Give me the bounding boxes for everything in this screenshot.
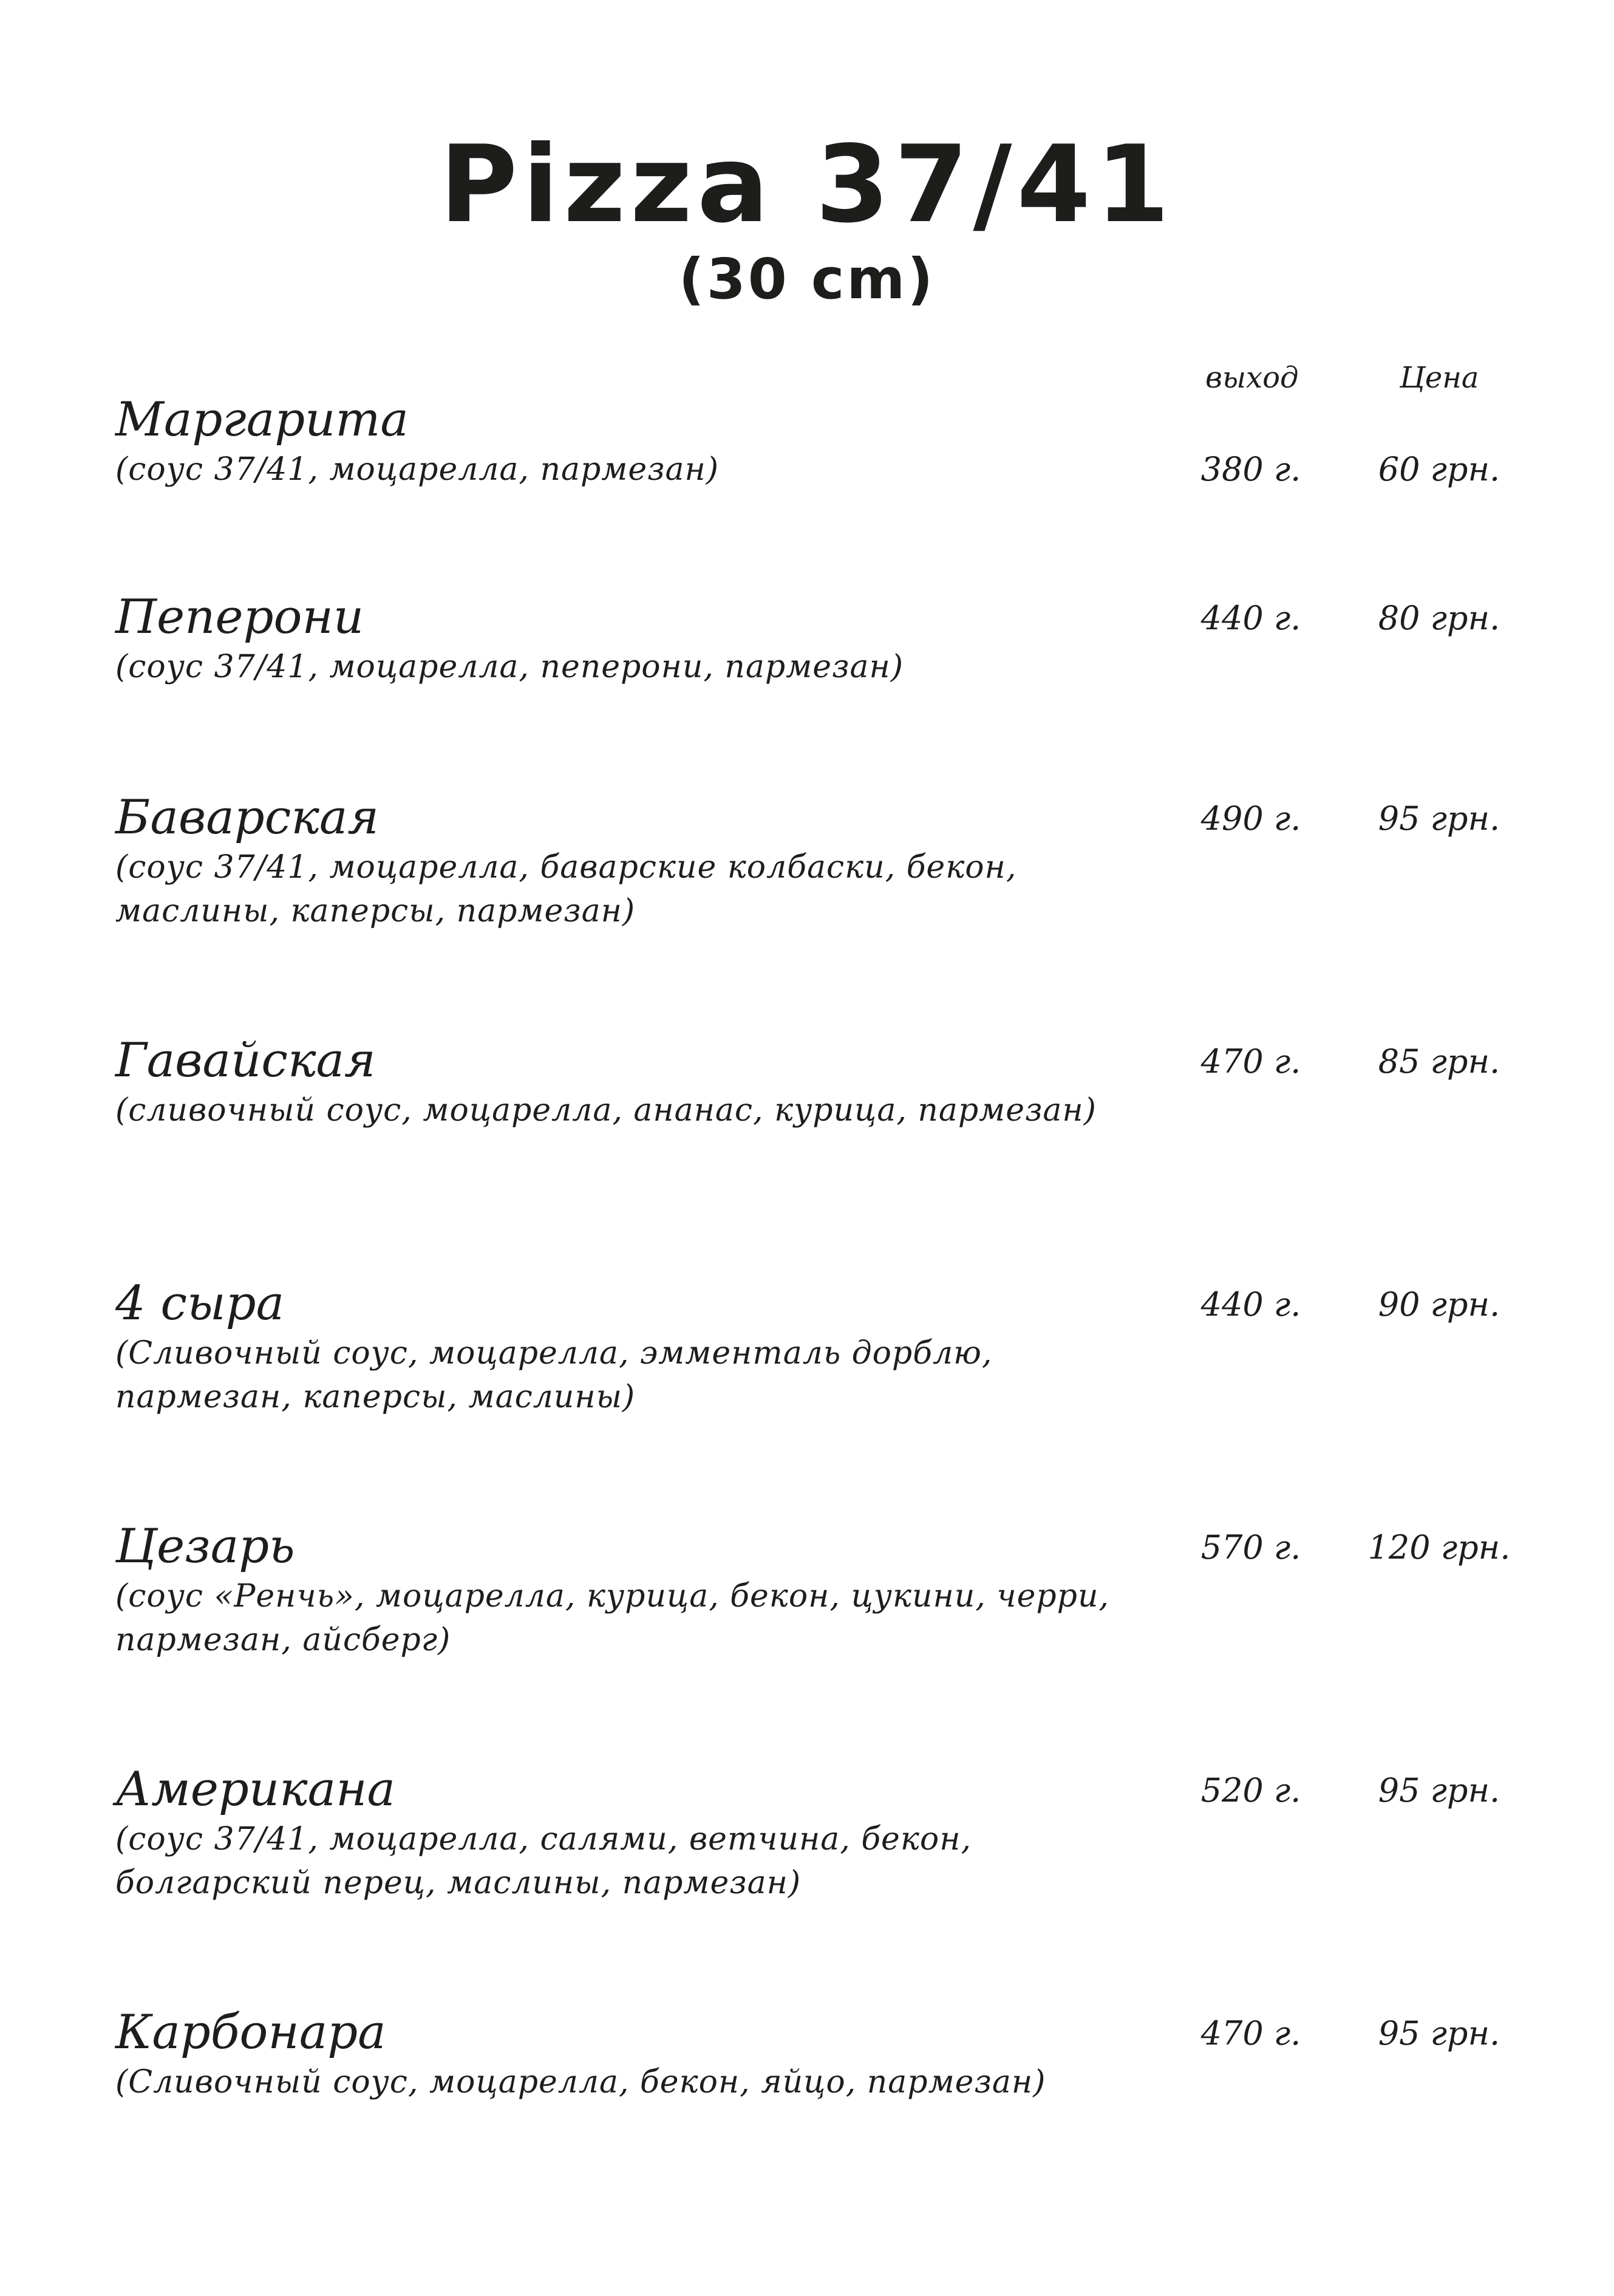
item-price: 85 грн. xyxy=(1378,1042,1500,1081)
item-weight: 570 г. xyxy=(1200,1528,1301,1567)
item-description: (соус 37/41, моцарелла, пармезан) xyxy=(115,451,720,488)
item-weight: 440 г. xyxy=(1200,1285,1301,1324)
item-name: Маргарита xyxy=(115,392,409,447)
item-name: 4 сыра xyxy=(115,1276,285,1331)
item-description: (соус 37/41, моцарелла, пеперони, пармезан) xyxy=(115,649,904,685)
item-name: Цезарь xyxy=(115,1519,295,1574)
item-name: Баварская xyxy=(115,790,380,845)
item-description: (Сливочный соус, моцарелла, эмменталь дорблю, пармезан, каперсы, маслины) xyxy=(115,1335,993,1415)
item-weight: 520 г. xyxy=(1200,1771,1301,1809)
item-weight: 470 г. xyxy=(1200,1042,1301,1081)
item-description: (Сливочный соус, моцарелла, бекон, яйцо, пармезан) xyxy=(115,2064,1046,2100)
item-description: (соус 37/41, моцарелла, салями, ветчина, бекон, болгарский перец, маслины, пармезан) xyxy=(115,1821,972,1901)
item-name: Пеперони xyxy=(115,590,364,644)
item-weight: 380 г. xyxy=(1200,450,1301,488)
item-name: Гавайская xyxy=(115,1033,376,1088)
item-price: 95 грн. xyxy=(1378,1771,1500,1809)
item-price: 80 грн. xyxy=(1378,599,1500,637)
column-header-price: Цена xyxy=(1400,361,1479,395)
item-price: 95 грн. xyxy=(1378,799,1500,838)
page-subtitle: (30 cm) xyxy=(678,247,936,312)
column-header-weight: выход xyxy=(1205,361,1299,395)
item-price: 120 грн. xyxy=(1367,1528,1511,1567)
item-weight: 490 г. xyxy=(1200,799,1301,838)
item-price: 95 грн. xyxy=(1378,2014,1500,2052)
item-name: Американа xyxy=(115,1762,396,1817)
page-title: Pizza 37/41 xyxy=(440,123,1174,247)
item-price: 90 грн. xyxy=(1378,1285,1500,1324)
item-description: (сливочный соус, моцарелла, ананас, курица, пармезан) xyxy=(115,1092,1097,1129)
item-description: (соус 37/41, моцарелла, баварские колбаски, бекон, маслины, каперсы, пармезан) xyxy=(115,849,1017,929)
item-weight: 440 г. xyxy=(1200,599,1301,637)
item-price: 60 грн. xyxy=(1378,450,1500,488)
item-name: Карбонара xyxy=(115,2005,386,2060)
item-weight: 470 г. xyxy=(1200,2014,1301,2052)
item-description: (соус «Ренчь», моцарелла, курица, бекон, цукини, черри, пармезан, айсберг) xyxy=(115,1578,1109,1658)
